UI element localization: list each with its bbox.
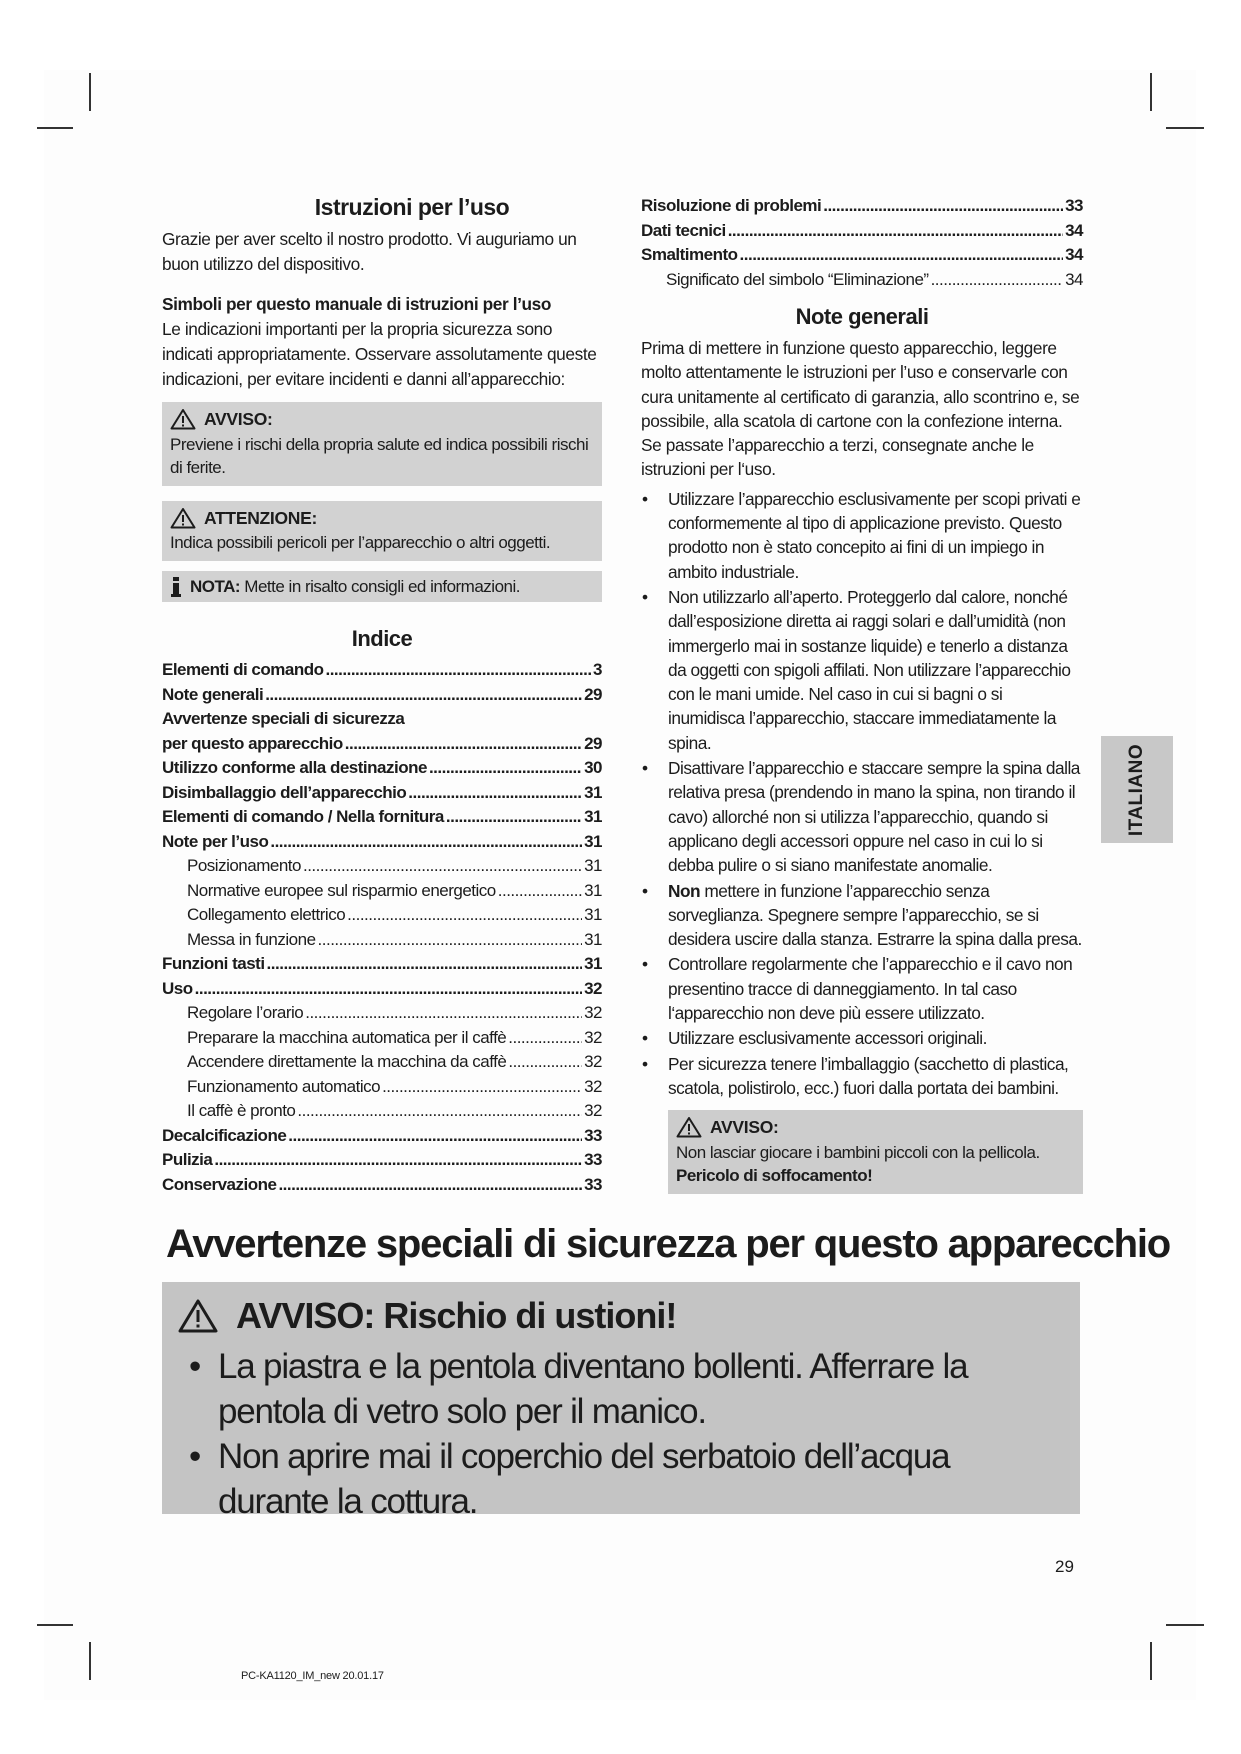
list-item: • Disattivare l’apparecchio e staccare sempre la spina dalla relativa presa (prendendo in mano la spina, non tirando il cavo) allorché non si utilizza l’apparecchio, quando si applicano degli accessori oppure nel caso in cui lo si debba pulire o si siano manifestate anomalie. (641, 756, 1083, 877)
caution-box-title (170, 507, 594, 529)
crop-mark (37, 1624, 73, 1626)
warning-triangle-icon (178, 1299, 218, 1333)
toc-entry-label: Preparare la macchina automatica per il caffè (187, 1027, 507, 1047)
film-warning-title (676, 1116, 1075, 1138)
toc-entry-page: 33 (584, 1125, 602, 1145)
toc-entry (641, 268, 1083, 293)
caution-box-text: Indica possibili pericoli per l’apparecchio o altri oggetti. (170, 533, 551, 552)
toc-entry-page: 33 (584, 1174, 602, 1194)
list-item-text: mettere in funzione l’apparecchio senza sorveglianza. Spegnere sempre l’apparecchio, se si desidera uscire dalla stanza. Estrarre la spina dalla presa. (668, 880, 1082, 950)
toc-entry-label: Elementi di comando (162, 660, 324, 679)
toc-leader-dots (318, 928, 583, 953)
burn-warning-title (178, 1292, 1068, 1340)
toc-entry-label: Note per l’uso (162, 831, 269, 851)
toc-entry-page: 31 (584, 929, 602, 949)
toc-entry-page: 32 (584, 1003, 602, 1022)
film-warning-text: Non lasciar giocare i bambini piccoli con la pellicola. (676, 1143, 1040, 1163)
warning-box-title (170, 408, 594, 430)
list-item: • Controllare regolarmente che l’apparecchio e il cavo non presentino tracce di danneggiamento. In tal caso l‘apparecchio non deve più essere utilizzato. (641, 952, 1083, 1025)
toc-entry (162, 854, 602, 879)
toc-leader-dots (408, 781, 582, 806)
toc-leader-dots (214, 1148, 582, 1173)
toc-leader-dots (297, 1099, 582, 1124)
toc-entry-page: 31 (584, 905, 602, 924)
warning-triangle-icon (676, 1116, 702, 1138)
toc-entry (162, 805, 602, 830)
toc-entry-page: 31 (584, 954, 602, 973)
crop-mark (37, 127, 73, 129)
warning-box-text: Previene i rischi della propria salute ed indica possibili rischi di ferite. (170, 435, 589, 477)
film-warning-strong: Pericolo di soffocamento! (676, 1166, 873, 1186)
toc-entry-page: 33 (584, 1150, 602, 1169)
symbols-heading: Simboli per questo manuale di istruzioni per l’uso (162, 294, 552, 314)
toc-entry-label: per questo apparecchio (162, 733, 343, 753)
toc-entry (162, 1026, 602, 1051)
warning-triangle-icon (170, 408, 196, 430)
warning-box-label: AVVISO: (204, 408, 273, 429)
page-number: 29 (1055, 1557, 1074, 1576)
emphasis-not: Non (668, 880, 701, 901)
toc-entry (162, 1173, 602, 1198)
toc-entry (162, 830, 602, 855)
toc-entry-page: 29 (584, 684, 602, 704)
toc-leader-dots (740, 243, 1064, 268)
language-tab (1101, 736, 1173, 843)
toc-entry (162, 903, 602, 928)
toc-entry-page: 34 (1065, 245, 1083, 264)
general-notes-text: Prima di mettere in funzione questo apparecchio, leggere molto attentamente le istruzioni per l’uso e conservarle con cura unitamente al certificato di garanzia, allo scontrino e, se possibile, alla scatola di cartone con la confezione interna. Se passate l’apparecchio a terzi, consegnate anche le istruzioni per l‘uso. (641, 338, 1080, 480)
toc-leader-dots (265, 683, 582, 708)
toc-entry-page: 32 (584, 1076, 602, 1096)
toc-entry-label: Pulizia (162, 1150, 213, 1169)
toc-entry-page: 31 (584, 782, 602, 802)
table-of-contents (162, 658, 602, 1197)
toc-entry-page: 34 (1065, 220, 1083, 240)
toc-entry-label: Risoluzione di problemi (641, 196, 822, 215)
toc-entry-label: Conservazione (162, 1174, 277, 1194)
crop-mark (89, 1642, 91, 1680)
toc-entry (162, 1075, 602, 1100)
left-column (162, 194, 602, 1197)
list-item: • La piastra e la pentola diventano bollenti. Afferrare la pentola di vetro solo per il manico. (178, 1344, 1068, 1434)
toc-entry-label: Decalcificazione (162, 1125, 287, 1145)
table-of-contents-continued (641, 194, 1083, 292)
toc-entry-label: Elementi di comando / Nella fornitura (162, 807, 444, 826)
toc-entry-page: 31 (584, 831, 602, 851)
toc-entry-label: Funzioni tasti (162, 954, 265, 973)
toc-leader-dots (498, 879, 582, 904)
toc-entry-label: Avvertenze speciali di sicurezza (162, 709, 405, 728)
toc-entry-label: Accendere direttamente la macchina da caffè (187, 1052, 507, 1071)
toc-entry (162, 952, 602, 977)
warning-box (162, 402, 602, 486)
toc-entry (162, 781, 602, 806)
toc-entry (162, 683, 602, 708)
warning-triangle-icon (170, 507, 196, 529)
toc-leader-dots (931, 268, 1064, 293)
toc-entry-label: Normative europee sul risparmio energetico (187, 880, 496, 900)
general-notes-title: Note generali (795, 304, 929, 329)
toc-entry-page: 29 (584, 733, 602, 753)
list-item: • Utilizzare esclusivamente accessori originali. (641, 1026, 1083, 1050)
toc-entry (162, 658, 602, 683)
toc-leader-dots (446, 805, 582, 830)
note-box-text: Mette in risalto consigli ed informazioni. (244, 577, 520, 596)
toc-entry (641, 194, 1083, 219)
footer-code: PC-KA1120_IM_new 20.01.17 (241, 1670, 384, 1682)
toc-entry-page: 30 (584, 758, 602, 777)
toc-entry-page: 32 (584, 1052, 602, 1071)
crop-mark (1150, 73, 1152, 111)
toc-leader-dots (728, 219, 1063, 244)
general-notes-list (641, 487, 1083, 1100)
toc-entry (162, 732, 602, 757)
toc-entry (162, 1001, 602, 1026)
toc-entry-label: Posizionamento (187, 856, 301, 875)
crop-mark (1166, 127, 1204, 129)
film-warning-label: AVVISO: (710, 1116, 779, 1137)
note-box-label: NOTA: (190, 577, 241, 596)
caution-box-label: ATTENZIONE: (204, 507, 318, 528)
info-icon (170, 577, 182, 597)
toc-entry (162, 1050, 602, 1075)
toc-leader-dots (508, 1026, 582, 1051)
language-tab-label: ITALIANO (1126, 743, 1147, 836)
toc-entry-label: Significato del simbolo “Eliminazione” (666, 269, 929, 289)
toc-entry-page: 32 (584, 1101, 602, 1120)
toc-entry-page: 34 (1065, 269, 1083, 289)
list-item: • Non utilizzarlo all’aperto. Proteggerlo dal calore, nonché dall’esposizione diretta ai raggi solari e dall’umidità (non immergerlo mai in sostanze liquide) e tenerlo a distanza da oggetti con spigoli affilati. Non utilizzare l’apparecchio con le mani umide. Nel caso in cui si bagni o si inumidisca l’apparecchio, staccare immediatamente la spina. (641, 585, 1083, 755)
toc-entry (162, 1148, 602, 1173)
toc-leader-dots (508, 1050, 582, 1075)
toc-entry-label: Funzionamento automatico (187, 1076, 381, 1096)
toc-entry (641, 219, 1083, 244)
toc-entry-label: Note generali (162, 684, 264, 704)
toc-entry-page: 31 (584, 856, 602, 875)
toc-entry (641, 243, 1083, 268)
toc-leader-dots (347, 903, 582, 928)
list-item: • Per sicurezza tenere l’imballaggio (sacchetto di plastica, scatola, polistirolo, ecc.) fuori dalla portata dei bambini. (641, 1052, 1083, 1101)
film-warning-box (668, 1110, 1083, 1194)
toc-entry-label: Uso (162, 978, 193, 998)
crop-mark (1150, 1642, 1152, 1680)
toc-leader-dots (288, 1124, 582, 1149)
toc-entry-label: Regolare l’orario (187, 1003, 304, 1022)
toc-leader-dots (429, 756, 582, 781)
toc-entry-label: Dati tecnici (641, 220, 726, 240)
crop-mark (89, 73, 91, 111)
toc-entry-page: 3 (593, 660, 602, 679)
toc-entry (162, 879, 602, 904)
toc-leader-dots (303, 854, 582, 879)
toc-entry-label: Il caffè è pronto (187, 1101, 296, 1120)
toc-entry-page: 31 (584, 880, 602, 900)
toc-entry (162, 1124, 602, 1149)
toc-entry-label: Disimballaggio dell’apparecchio (162, 782, 407, 802)
note-box (162, 571, 602, 602)
right-column (641, 194, 1083, 1194)
burn-warning-list (178, 1344, 1068, 1524)
toc-entry (162, 977, 602, 1002)
toc-leader-dots (823, 194, 1063, 219)
toc-entry-page: 33 (1065, 196, 1083, 215)
toc-entry-page: 31 (584, 807, 602, 826)
burn-warning-box (162, 1282, 1080, 1521)
toc-entry (162, 1099, 602, 1124)
toc-entry-page: 32 (584, 1027, 602, 1047)
toc-entry (162, 756, 602, 781)
toc-entry (162, 707, 602, 732)
toc-leader-dots (305, 1001, 582, 1026)
list-item (641, 879, 1083, 952)
toc-leader-dots (325, 658, 591, 683)
list-item: • Utilizzare l’apparecchio esclusivamente per scopi privati e conformemente al tipo di applicazione previsto. Questo prodotto non è stato concepito ai fini di un impiego in ambito industriale. (641, 487, 1083, 584)
manual-title: Istruzioni per l’uso (314, 194, 510, 220)
intro-text: Grazie per aver scelto il nostro prodotto. Vi auguriamo un buon utilizzo del dispositivo. (162, 229, 577, 274)
toc-leader-dots (278, 1173, 582, 1198)
toc-entry-label: Utilizzo conforme alla destinazione (162, 758, 427, 777)
caution-box (162, 501, 602, 561)
list-item: • Non aprire mai il coperchio del serbatoio dell’acqua durante la cottura. (178, 1434, 1068, 1524)
toc-entry (162, 928, 602, 953)
toc-leader-dots (270, 830, 582, 855)
toc-entry-label: Collegamento elettrico (187, 905, 346, 924)
safety-title: Avvertenze speciali di sicurezza per questo apparecchio (166, 1222, 1171, 1266)
toc-entry-label: Messa in funzione (187, 929, 316, 949)
toc-entry-page: 32 (584, 978, 602, 998)
toc-leader-dots (345, 732, 582, 757)
toc-leader-dots (382, 1075, 582, 1100)
toc-leader-dots (195, 977, 582, 1002)
toc-entry-label: Smaltimento (641, 245, 738, 264)
toc-leader-dots (267, 952, 583, 977)
crop-mark (1166, 1624, 1204, 1626)
index-title: Indice (351, 626, 413, 651)
symbols-text: Le indicazioni importanti per la propria sicurezza sono indicati appropriatamente. Osservare assolutamente queste indicazioni, per evitare incidenti e danni all’apparecchio: (162, 319, 597, 389)
burn-warning-label: AVVISO: Rischio di ustioni! (236, 1295, 677, 1336)
